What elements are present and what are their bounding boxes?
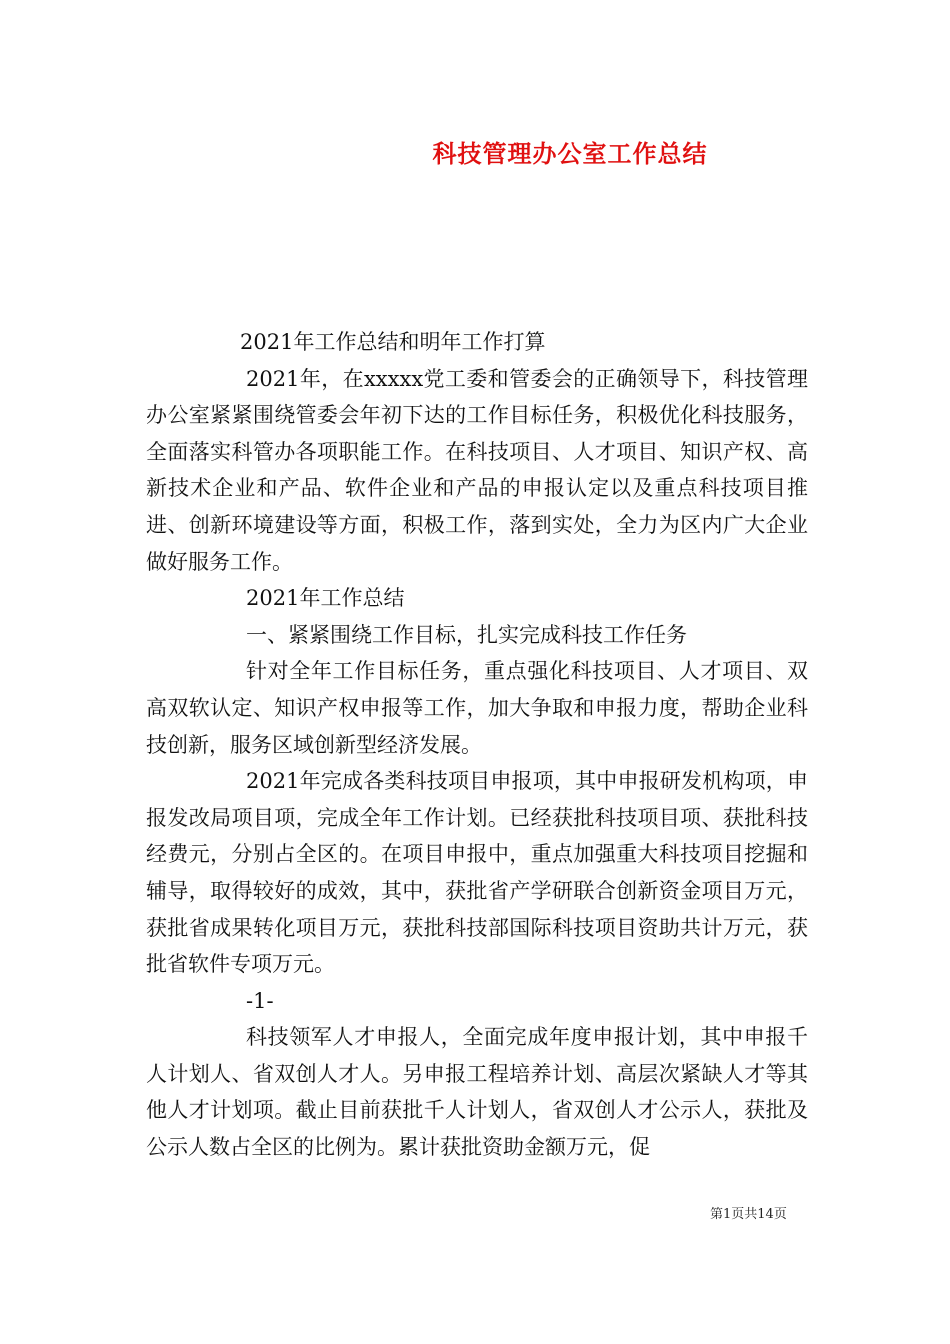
- page-indicator: 第1页共14页: [710, 1207, 787, 1222]
- paragraph-heading-plan: 2021年工作总结和明年工作打算: [240, 330, 546, 354]
- paragraph-targets: 针对全年工作目标任务，重点强化科技项目、人才项目、双高双软认定、知识产权申报等工作，加大争取和申报力度，帮助企业科技创新，服务区域创新型经济发展。: [146, 659, 808, 757]
- document-body: [146, 324, 808, 1166]
- paragraph-projects: 2021年完成各类科技项目申报项，其中申报研发机构项，申报发改局项目项，完成全年工作计划。已经获批科技项目项、获批科技经费元，分别占全区的。在项目申报中，重点加强重大科技项目挖掘和辅导，取得较好的成效，其中，获批省产学研联合创新资金项目万元，获批省成果转化项目万元，获批科技部国际科技项目资助共计万元，获批省软件专项万元。: [146, 769, 808, 977]
- paragraph-section-one-heading: 一、紧紧围绕工作目标，扎实完成科技工作任务: [246, 622, 687, 647]
- document-title: 科技管理办公室工作总结: [432, 140, 708, 168]
- paragraph-page-marker: -1-: [246, 988, 274, 1013]
- paragraph-intro: 2021年，在xxxxx党工委和管委会的正确领导下，科技管理办公室紧紧围绕管委会年初下达的工作目标任务，积极优化科技服务，全面落实科管办各项职能工作。在科技项目、人才项目、知识产权、高新技术企业和产品、软件企业和产品的申报认定以及重点科技项目推进、创新环境建设等方面，积极工作，落到实处，全力为区内广大企业做好服务工作。: [146, 366, 808, 574]
- paragraph-talent: 科技领军人才申报人，全面完成年度申报计划，其中申报千人计划人、省双创人才人。另申报工程培养计划、高层次紧缺人才等其他人才计划项。截止目前获批千人计划人，省双创人才公示人，获批及公示人数占全区的比例为。累计获批资助金额万元，促: [146, 1025, 808, 1160]
- paragraph-heading-summary: 2021年工作总结: [246, 586, 405, 611]
